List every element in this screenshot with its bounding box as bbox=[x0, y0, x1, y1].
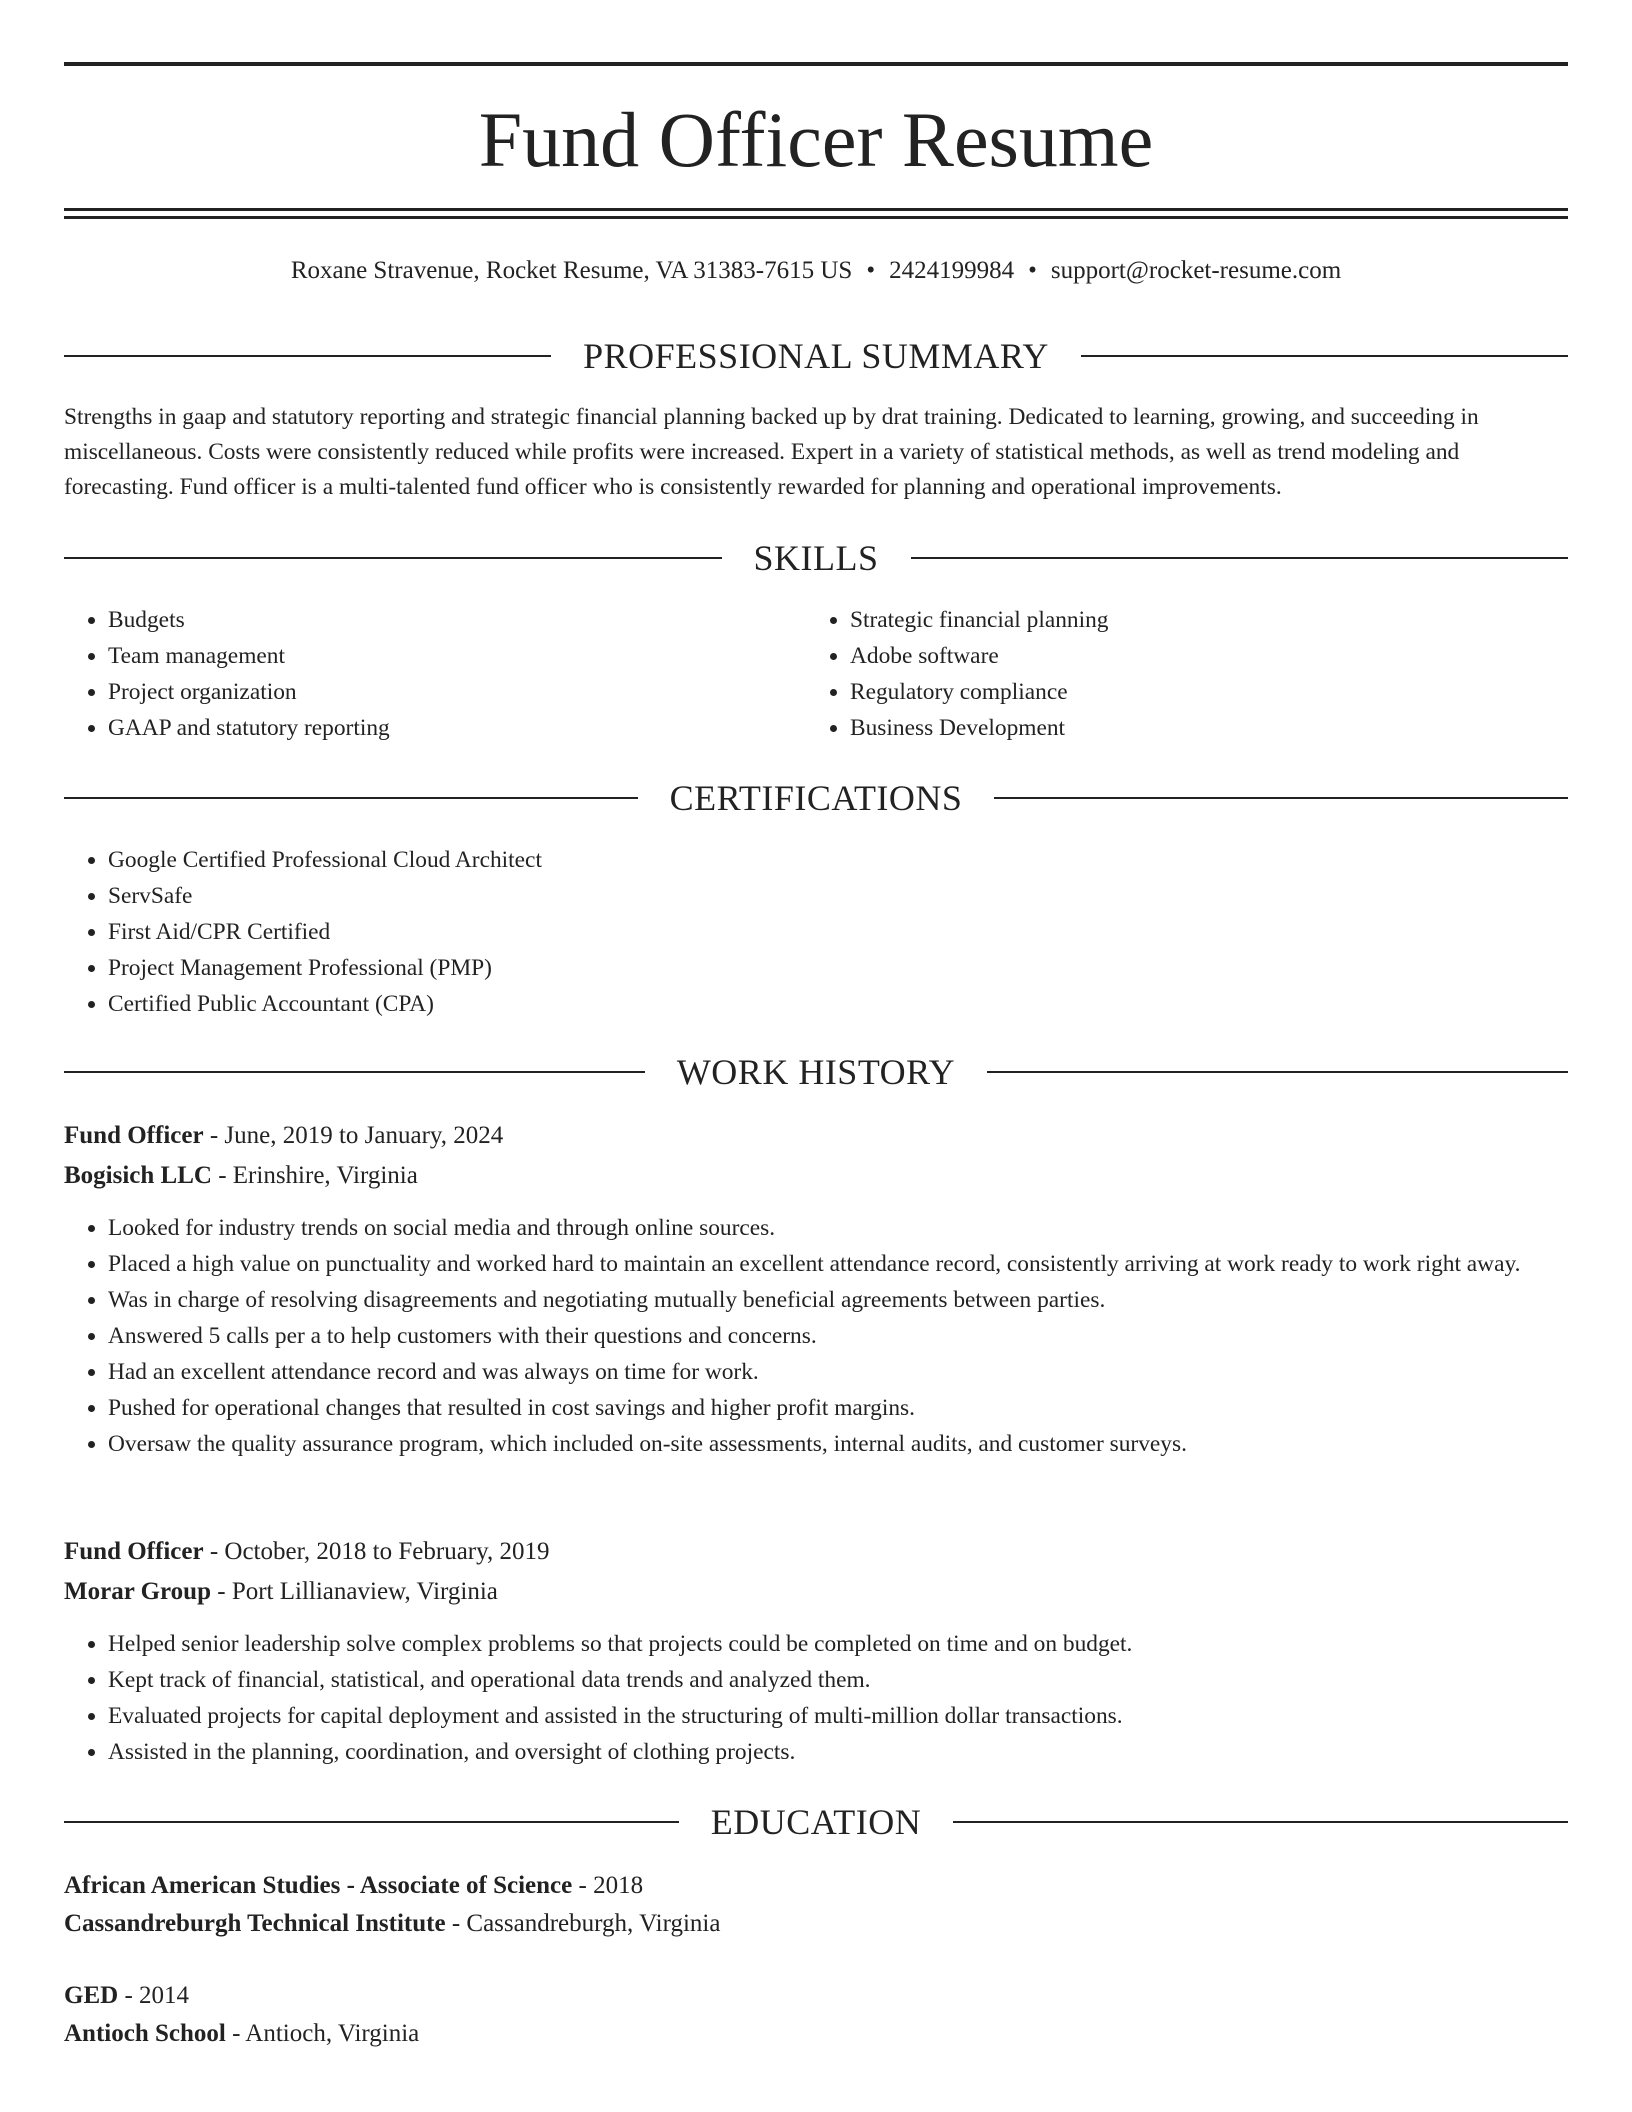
section-title-summary: PROFESSIONAL SUMMARY bbox=[583, 336, 1049, 376]
section-title-education: EDUCATION bbox=[710, 1802, 922, 1842]
job-company-line bbox=[64, 1574, 1568, 1610]
divider-line bbox=[911, 557, 1569, 559]
job-company-line bbox=[64, 1158, 1568, 1194]
education-school-line bbox=[64, 2016, 1568, 2052]
section-title-work-history: WORK HISTORY bbox=[676, 1052, 956, 1092]
section-header-summary bbox=[64, 334, 1568, 378]
dash: - bbox=[203, 1122, 225, 1149]
dash: - bbox=[572, 1872, 594, 1899]
job-bullet: • Kept track of financial, statistical, and operational data trends and analyzed them. bbox=[108, 1662, 1568, 1698]
certification-item: • Project Management Professional (PMP) bbox=[108, 950, 1568, 986]
skill-item: • Strategic financial planning bbox=[850, 602, 1550, 638]
divider-line bbox=[64, 557, 722, 559]
education-degree-line bbox=[64, 1868, 1568, 1904]
contact-separator: • bbox=[1028, 257, 1037, 284]
job-title: Fund Officer bbox=[64, 1538, 204, 1565]
divider-line bbox=[64, 797, 638, 799]
dash: - bbox=[225, 2020, 246, 2047]
school-location: Antioch, Virginia bbox=[245, 2020, 420, 2047]
job-dates: October, 2018 to February, 2019 bbox=[224, 1538, 550, 1565]
job-bullet: • Pushed for operational changes that resulted in cost savings and higher profit margins. bbox=[108, 1390, 1568, 1426]
summary-text: Strengths in gaap and statutory reporting and strategic financial planning backed up by drat training. Dedicated to learning, growing, and succeeding in miscellaneous. Costs were consistently reduced while profits were increased. Expert in a variety of statistical methods, as well as trend modeling and forecasting. Fund officer is a multi-talented fund officer who is consistently rewarded for planning and operational improvements. bbox=[64, 404, 1479, 500]
section-title-skills: SKILLS bbox=[753, 538, 879, 578]
job-bullet: • Answered 5 calls per a to help customers with their questions and concerns. bbox=[108, 1318, 1568, 1354]
degree-name: GED bbox=[64, 1982, 119, 2009]
section-title-certifications: CERTIFICATIONS bbox=[669, 778, 963, 818]
skills-list-left bbox=[64, 602, 808, 746]
job-bullet: • Assisted in the planning, coordination, and oversight of clothing projects. bbox=[108, 1734, 1568, 1770]
skill-item: • GAAP and statutory reporting bbox=[108, 710, 808, 746]
certification-item: • Google Certified Professional Cloud Architect bbox=[108, 842, 1568, 878]
divider-line bbox=[987, 1071, 1568, 1073]
divider-line bbox=[994, 797, 1568, 799]
dash: - bbox=[445, 1910, 467, 1937]
certification-item: • Certified Public Accountant (CPA) bbox=[108, 986, 1568, 1022]
job-bullet: • Had an excellent attendance record and was always on time for work. bbox=[108, 1354, 1568, 1390]
education-school-line bbox=[64, 1906, 1568, 1942]
divider-line bbox=[64, 1821, 679, 1823]
section-header-certifications bbox=[64, 776, 1568, 820]
dash: - bbox=[211, 1162, 233, 1189]
degree-year: 2014 bbox=[139, 1982, 190, 2009]
job-title-line bbox=[64, 1118, 1568, 1154]
divider-line bbox=[64, 1071, 645, 1073]
education-degree-line bbox=[64, 1978, 1568, 2014]
job-bullet: • Placed a high value on punctuality and worked hard to maintain an excellent attendance record, consistently arriving at work ready to work right away. bbox=[108, 1246, 1568, 1282]
job-title-line bbox=[64, 1534, 1568, 1570]
dash: - bbox=[118, 1982, 140, 2009]
skills-list-right bbox=[806, 602, 1550, 746]
job-bullet: • Looked for industry trends on social media and through online sources. bbox=[108, 1210, 1568, 1246]
skill-item: • Team management bbox=[108, 638, 808, 674]
contact-email: support@rocket-resume.com bbox=[1050, 257, 1342, 284]
skill-item: • Budgets bbox=[108, 602, 808, 638]
job-bullet: • Helped senior leadership solve complex problems so that projects could be completed on time and on budget. bbox=[108, 1626, 1568, 1662]
skill-item: • Regulatory compliance bbox=[850, 674, 1550, 710]
degree-year: 2018 bbox=[593, 1872, 644, 1899]
skill-item: • Adobe software bbox=[850, 638, 1550, 674]
job-bullets bbox=[64, 1210, 1568, 1462]
certification-item: • ServSafe bbox=[108, 878, 1568, 914]
job-bullet: • Oversaw the quality assurance program, which included on-site assessments, internal audits, and customer surveys. bbox=[108, 1426, 1568, 1462]
top-rule bbox=[64, 62, 1568, 66]
school-location: Cassandreburgh, Virginia bbox=[466, 1910, 721, 1937]
school-name: Cassandreburgh Technical Institute bbox=[64, 1910, 446, 1937]
resume-title: Fund Officer Resume bbox=[478, 96, 1154, 183]
company-name: Bogisich LLC bbox=[64, 1162, 212, 1189]
contact-separator: • bbox=[866, 257, 876, 284]
skill-item: • Project organization bbox=[108, 674, 808, 710]
dash: - bbox=[211, 1578, 232, 1605]
title-rule-lower bbox=[64, 216, 1568, 219]
section-header-education bbox=[64, 1800, 1568, 1844]
degree-name: African American Studies - Associate of Science bbox=[64, 1872, 573, 1899]
certifications-list bbox=[64, 842, 1568, 1022]
contact-address: Roxane Stravenue, Rocket Resume, VA 31383-7615 US bbox=[290, 257, 853, 284]
section-header-work-history bbox=[64, 1050, 1568, 1094]
divider-line bbox=[64, 355, 551, 357]
job-dates: June, 2019 to January, 2024 bbox=[224, 1122, 504, 1149]
company-location: Port Lillianaview, Virginia bbox=[231, 1578, 498, 1605]
company-location: Erinshire, Virginia bbox=[232, 1162, 418, 1189]
contact-line bbox=[64, 254, 1568, 288]
section-header-skills bbox=[64, 536, 1568, 580]
company-name: Morar Group bbox=[64, 1578, 211, 1605]
job-bullets bbox=[64, 1626, 1568, 1770]
job-bullet: • Evaluated projects for capital deployment and assisted in the structuring of multi-million dollar transactions. bbox=[108, 1698, 1568, 1734]
school-name: Antioch School bbox=[64, 2020, 226, 2047]
divider-line bbox=[1081, 355, 1568, 357]
title-rule-upper bbox=[64, 208, 1568, 211]
job-bullet: • Was in charge of resolving disagreements and negotiating mutually beneficial agreements between parties. bbox=[108, 1282, 1568, 1318]
divider-line bbox=[953, 1821, 1568, 1823]
dash: - bbox=[203, 1538, 225, 1565]
contact-phone: 2424199984 bbox=[889, 257, 1015, 284]
skill-item: • Business Development bbox=[850, 710, 1550, 746]
job-title: Fund Officer bbox=[64, 1122, 204, 1149]
certification-item: • First Aid/CPR Certified bbox=[108, 914, 1568, 950]
